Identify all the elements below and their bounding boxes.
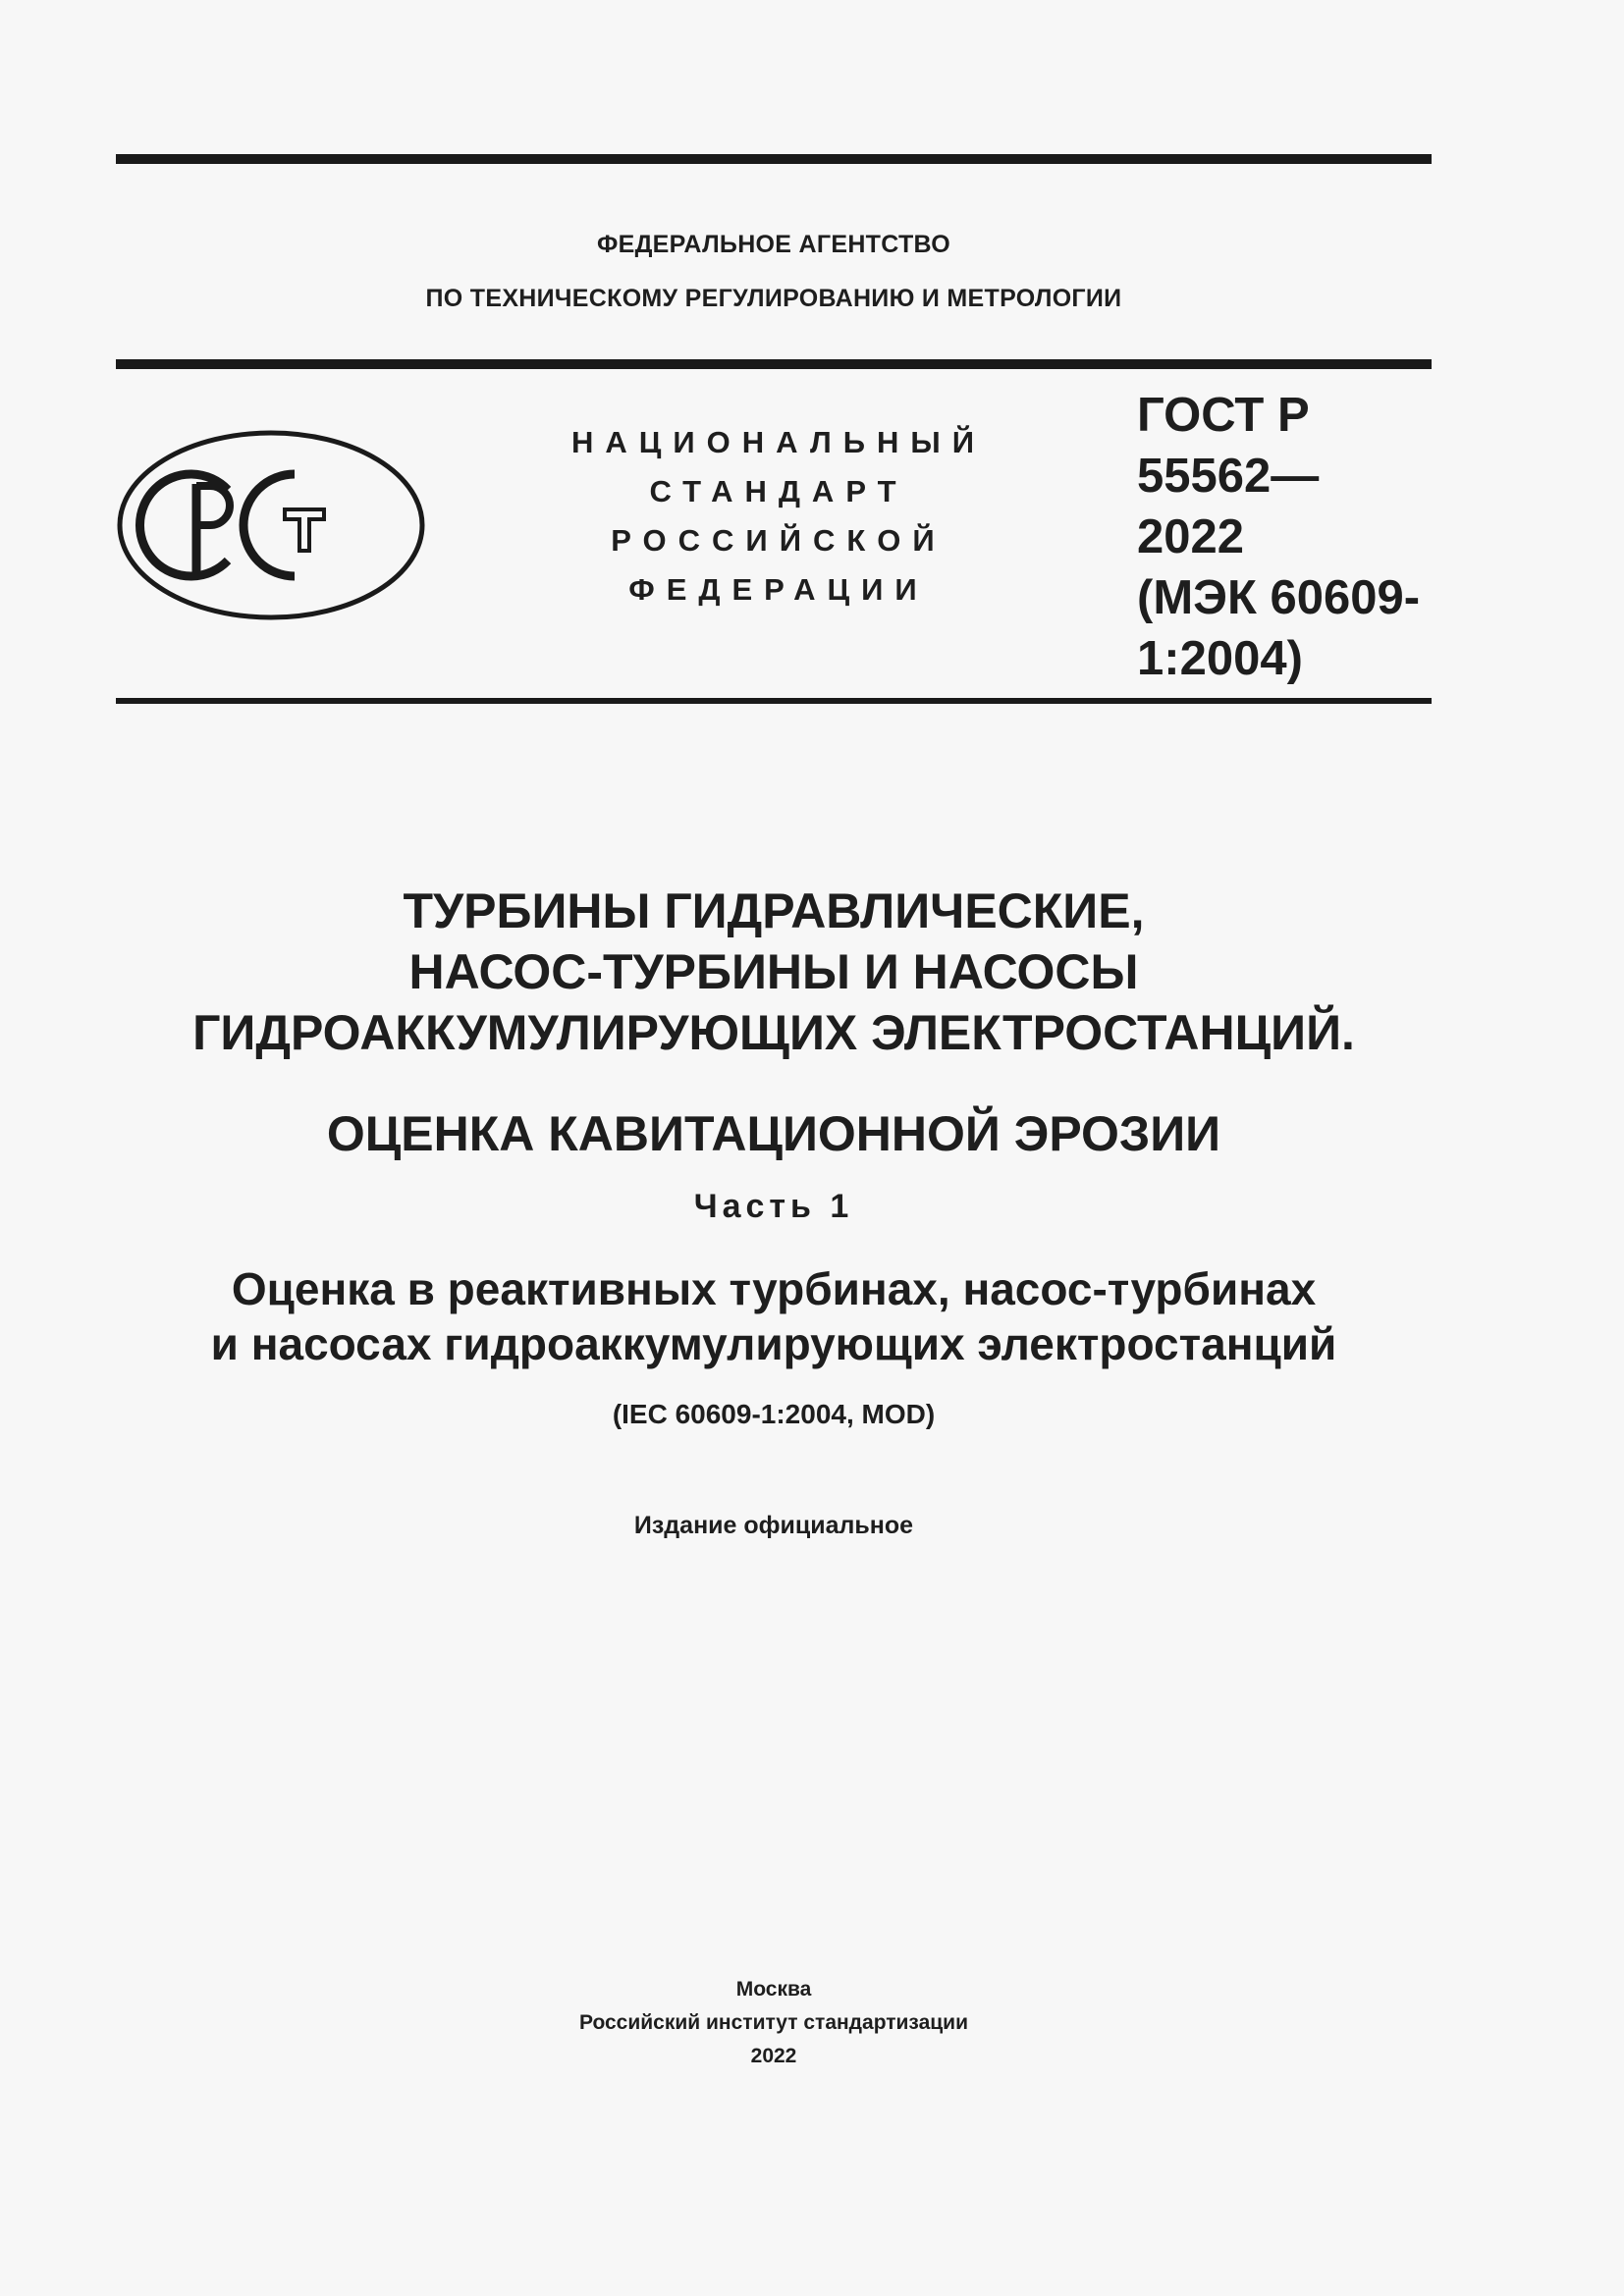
part-title-line-1: Оценка в реактивных турбинах, насос-турбинах — [231, 1263, 1317, 1314]
edition-note: Издание официальное — [633, 1512, 914, 1539]
title-line-2: НАСОС-ТУРБИНЫ И НАСОСЫ — [408, 944, 1139, 999]
document-title — [116, 881, 1432, 1063]
designation-line-2: 55562— — [1137, 450, 1320, 503]
national-standard-label — [538, 418, 1019, 614]
standard-designation — [1137, 385, 1432, 689]
part-label: Часть 1 — [693, 1188, 854, 1225]
designation-line-4: (МЭК 60609- — [1137, 571, 1421, 624]
imprint — [116, 1973, 1432, 2073]
designation-line-1: ГОСТ Р — [1137, 389, 1310, 442]
imprint-year: 2022 — [750, 2045, 797, 2067]
middle-rule — [116, 359, 1432, 369]
part-title — [116, 1261, 1432, 1371]
national-standard-line-2: СТАНДАРТ — [649, 474, 908, 508]
title-line-1: ТУРБИНЫ ГИДРАВЛИЧЕСКИЕ, — [403, 883, 1145, 938]
imprint-city: Москва — [735, 1978, 812, 2001]
agency-line-2: ПО ТЕХНИЧЕСКОМУ РЕГУЛИРОВАНИЮ И МЕТРОЛОГИИ — [425, 285, 1122, 312]
title-line-3: ГИДРОАККУМУЛИРУЮЩИХ ЭЛЕКТРОСТАНЦИЙ. — [192, 1005, 1355, 1060]
international-reference: (IEC 60609-1:2004, MOD) — [612, 1399, 936, 1429]
designation-line-3: 2022 — [1137, 510, 1245, 563]
designation-line-5: 1:2004) — [1137, 632, 1303, 685]
national-standard-line-4: ФЕДЕРАЦИИ — [628, 572, 929, 607]
rst-gost-mark-icon — [116, 429, 426, 621]
agency-line-1: ФЕДЕРАЛЬНОЕ АГЕНТСТВО — [596, 231, 951, 258]
agency-header — [116, 218, 1432, 326]
part-title-line-2: и насосах гидроаккумулирующих электростанций — [210, 1318, 1337, 1369]
document-subtitle: ОЦЕНКА КАВИТАЦИОННОЙ ЭРОЗИИ — [326, 1106, 1221, 1161]
national-standard-line-1: НАЦИОНАЛЬНЫЙ — [570, 425, 987, 459]
top-rule — [116, 154, 1432, 164]
national-standard-line-3: РОССИЙСКОЙ — [611, 523, 947, 558]
bottom-rule — [116, 698, 1432, 704]
imprint-publisher: Российский институт стандартизации — [578, 2011, 969, 2034]
